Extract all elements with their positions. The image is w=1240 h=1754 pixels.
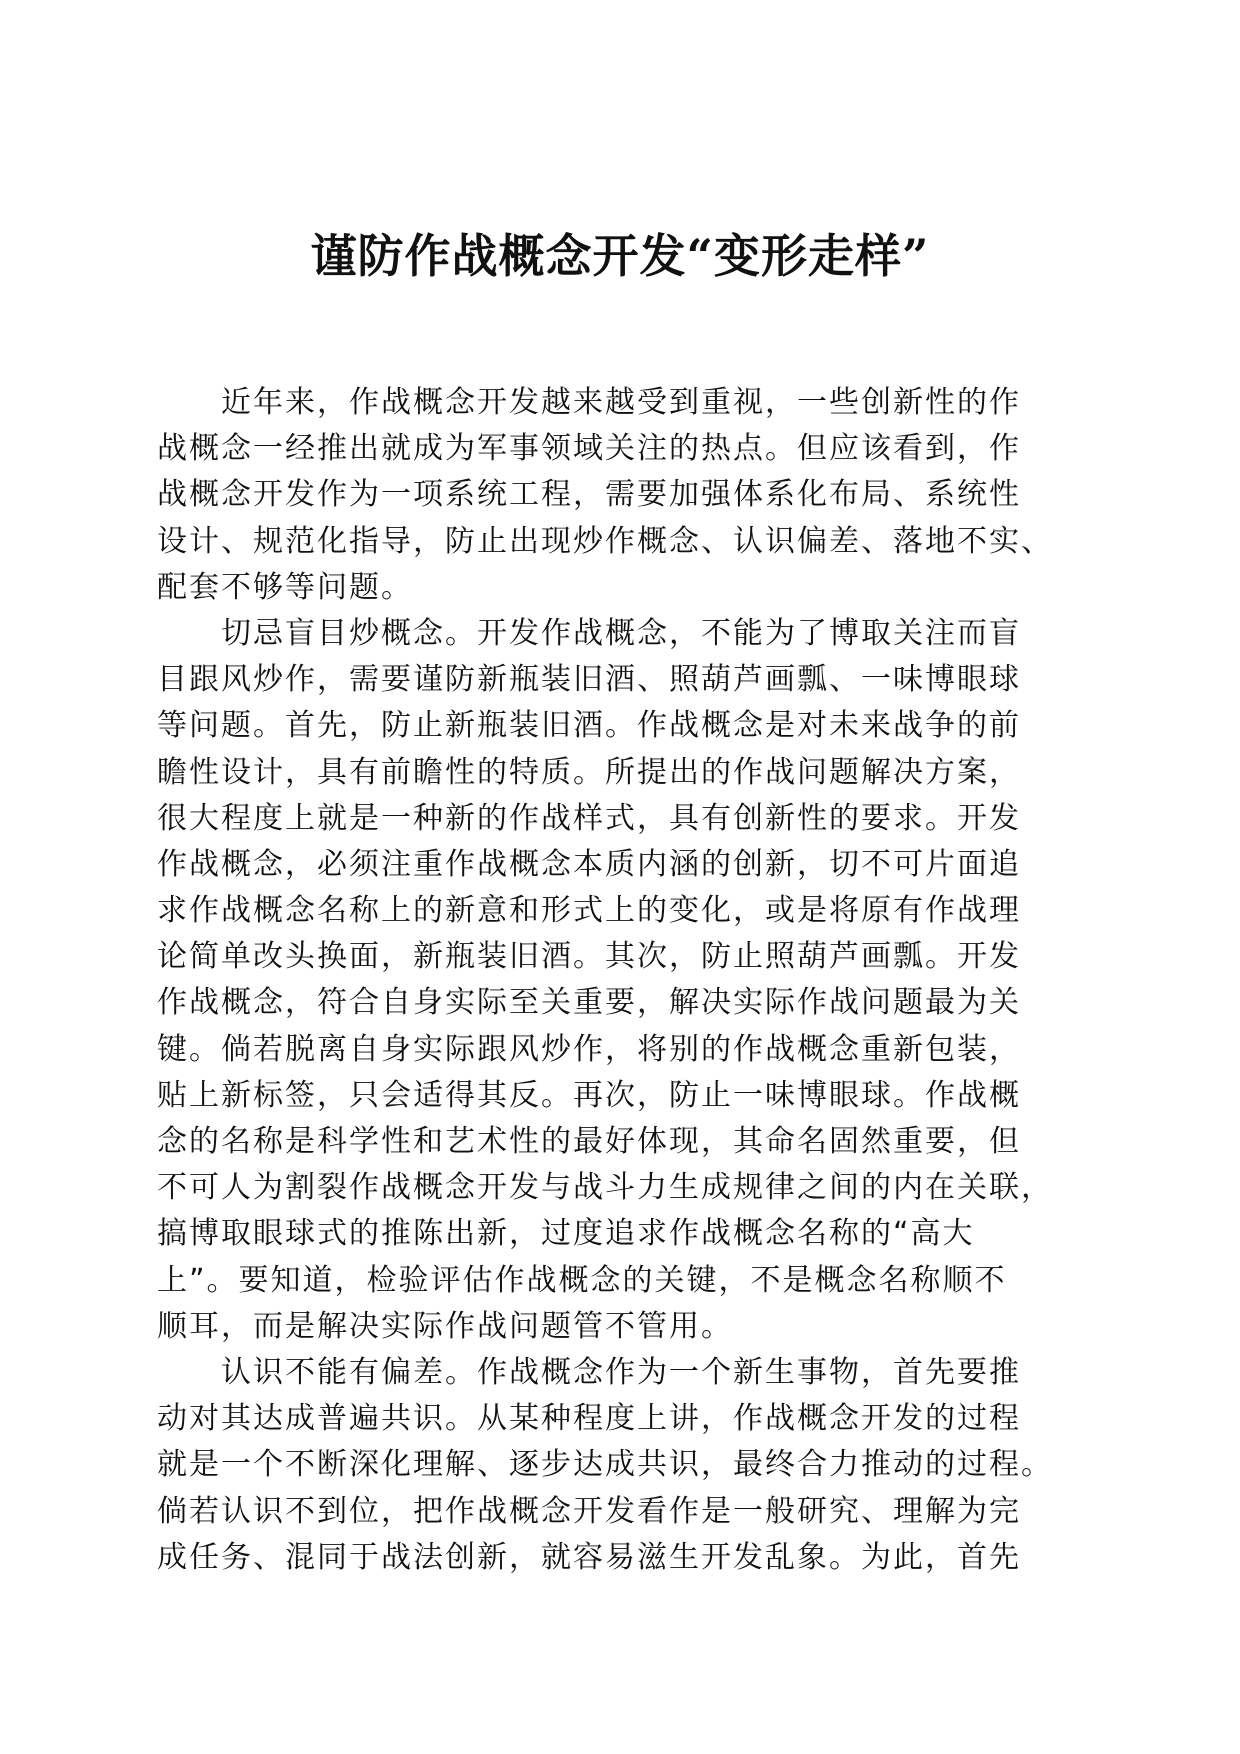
- body-line: 不可人为割裂作战概念开发与战斗力生成规律之间的内在关联，: [157, 1170, 1053, 1206]
- body-line: 认识不能有偏差。作战概念作为一个新生事物，首先要推: [157, 1354, 1021, 1390]
- body-line: 作战概念，符合自身实际至关重要，解决实际作战问题最为关: [157, 985, 1021, 1021]
- document-title: 谨防作战概念开发“变形走样”: [310, 229, 930, 283]
- body-line: 求作战概念名称上的新意和形式上的变化，或是将原有作战理: [157, 893, 1021, 929]
- body-line: 切忌盲目炒概念。开发作战概念，不能为了博取关注而盲: [157, 615, 1021, 651]
- body-line: 目跟风炒作，需要谨防新瓶装旧酒、照葫芦画瓢、一味博眼球: [157, 662, 1021, 698]
- body-line: 等问题。首先，防止新瓶装旧酒。作战概念是对未来战争的前: [157, 708, 1021, 744]
- body-line: 战概念开发作为一项系统工程，需要加强体系化布局、系统性: [157, 477, 1021, 513]
- body-line: 贴上新标签，只会适得其反。再次，防止一味博眼球。作战概: [157, 1077, 1021, 1113]
- body-line: 键。倘若脱离自身实际跟风炒作，将别的作战概念重新包装，: [157, 1031, 1021, 1067]
- body-line: 很大程度上就是一种新的作战样式，具有创新性的要求。开发: [157, 800, 1021, 836]
- body-line: 配套不够等问题。: [157, 569, 413, 605]
- body-line: 上”。要知道，检验评估作战概念的关键，不是概念名称顺不: [157, 1262, 1007, 1298]
- body-line: 近年来，作战概念开发越来越受到重视，一些创新性的作: [157, 385, 1021, 420]
- body-line: 顺耳，而是解决实际作战问题管不管用。: [157, 1308, 733, 1344]
- body-line: 成任务、混同于战法创新，就容易滋生开发乱象。为此，首先: [157, 1539, 1021, 1575]
- body-line: 战概念一经推出就成为军事领域关注的热点。但应该看到，作: [157, 431, 1021, 467]
- body-line: 倘若认识不到位，把作战概念开发看作是一般研究、理解为完: [157, 1493, 1021, 1529]
- body-line: 论简单改头换面，新瓶装旧酒。其次，防止照葫芦画瓢。开发: [157, 939, 1021, 975]
- body-line: 设计、规范化指导，防止出现炒作概念、认识偏差、落地不实、: [157, 523, 1053, 559]
- body-line: 作战概念，必须注重作战概念本质内涵的创新，切不可片面追: [157, 846, 1021, 882]
- body-line: 就是一个不断深化理解、逐步达成共识，最终合力推动的过程。: [157, 1447, 1053, 1483]
- body-line: 念的名称是科学性和艺术性的最好体现，其命名固然重要，但: [157, 1124, 1021, 1159]
- document-body: [157, 380, 1083, 1581]
- body-line: 瞻性设计，具有前瞻性的特质。所提出的作战问题解决方案，: [157, 754, 1021, 790]
- body-line: 搞博取眼球式的推陈出新，过度追求作战概念名称的“高大: [157, 1216, 975, 1252]
- body-line: 动对其达成普遍共识。从某种程度上讲，作战概念开发的过程: [157, 1401, 1021, 1437]
